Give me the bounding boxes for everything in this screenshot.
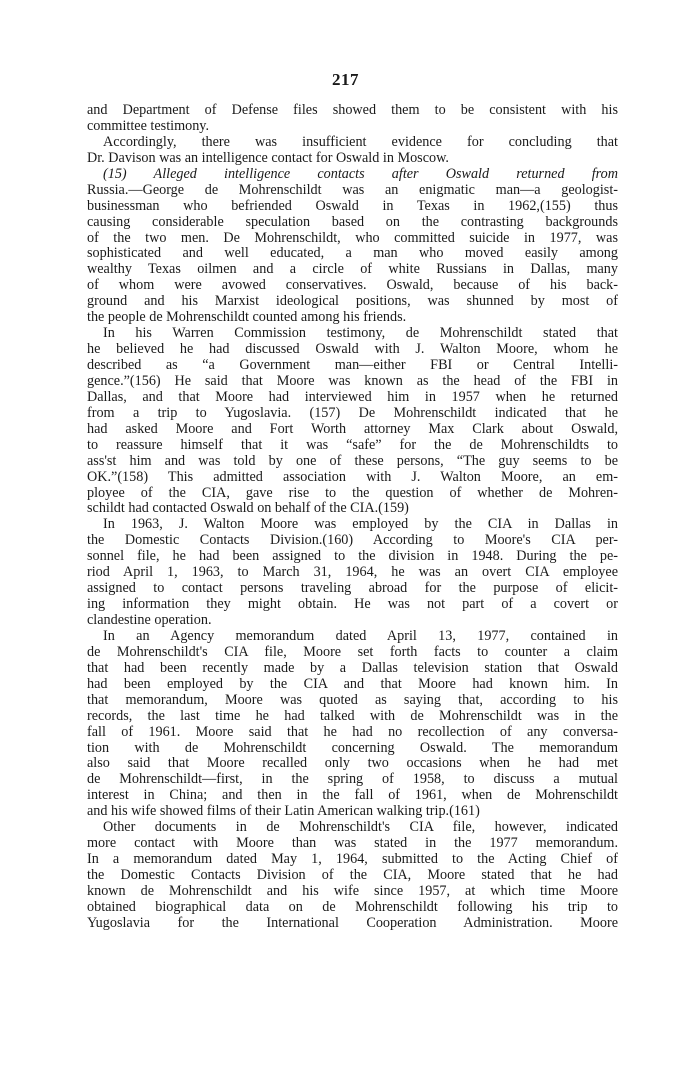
text-line: interest in China; and then in the fall of 1961, when de Mohrenschildt xyxy=(87,788,618,804)
text-line: Other documents in de Mohrenschildt's CIA file, however, indicated xyxy=(103,820,618,836)
text-line: the people de Mohrenschildt counted among his friends. xyxy=(87,310,407,326)
text-line: businessman who befriended Oswald in Texas in 1962,(155) thus xyxy=(87,198,618,214)
text-line: committee testimony. xyxy=(87,118,210,134)
text-line: riod April 1, 1963, to March 31, 1964, he was an overt CIA employee xyxy=(87,565,618,581)
text-line: Russia.—George de Mohrenschildt was an enigmatic man—a geologist- xyxy=(87,182,618,198)
text-line: records, the last time he had talked with de Mohrenschildt was in the xyxy=(87,708,618,724)
text-line: sophisticated and well educated, a man who moved easily among xyxy=(87,246,618,262)
text-line: gence.”(156) He said that Moore was known as the head of the FBI in xyxy=(87,373,618,389)
text-line: In an Agency memorandum dated April 13, 1977, contained in xyxy=(103,628,618,644)
page-number: 217 xyxy=(332,70,359,89)
text-line: ployee of the CIA, gave rise to the question of whether de Mohren- xyxy=(87,485,618,501)
text-line: clandestine operation. xyxy=(87,613,212,628)
text-line: had asked Moore and Fort Worth attorney Max Clark about Oswald, xyxy=(87,421,618,437)
text-line: ass'st him and was told by one of these persons, “The guy seems to be xyxy=(87,453,618,469)
text-line: known de Mohrenschildt and his wife since 1957, at which time Moore xyxy=(87,883,618,899)
text-line: tion with de Mohrenschildt concerning Oswald. The memorandum xyxy=(87,740,618,756)
text-line: OK.”(158) This admitted association with J. Walton Moore, an em- xyxy=(87,469,618,485)
text-line: from a trip to Yugoslavia. (157) De Mohrenschildt indicated that he xyxy=(87,405,618,421)
text-line: schildt had contacted Oswald on behalf of the CIA.(159) xyxy=(87,501,409,517)
text-line: that had been recently made by a Dallas television station that Oswald xyxy=(87,660,618,676)
text-line: had been employed by the CIA and that Moore had known him. In xyxy=(87,676,618,692)
text-line: Dallas, and that Moore had interviewed him in 1957 when he returned xyxy=(87,389,618,405)
text-line: the Domestic Contacts Division.(160) According to Moore's CIA per- xyxy=(87,533,618,549)
text-line: assigned to contact persons traveling abroad for the purpose of elicit- xyxy=(87,581,618,597)
text-line: In his Warren Commission testimony, de Mohrenschildt stated that xyxy=(103,326,618,342)
text-line: Yugoslavia for the International Cooperation Administration. Moore xyxy=(87,915,618,931)
text-line: obtained biographical data on de Mohrenschildt following his trip to xyxy=(87,899,618,915)
text-line: he believed he had discussed Oswald with J. Walton Moore, whom he xyxy=(87,342,618,358)
text-line: the Domestic Contacts Division of the CIA, Moore stated that he had xyxy=(87,868,618,883)
text-line: ing information they might obtain. He was not part of a covert or xyxy=(87,597,618,613)
text-line: and his wife showed films of their Latin American walking trip.(161) xyxy=(87,804,480,820)
text-line: and Department of Defense files showed them to be consistent with his xyxy=(87,103,618,118)
text-line: causing considerable speculation based on the contrasting backgrounds xyxy=(87,214,618,230)
text-line: sonnel file, he had been assigned to the division in 1948. During the pe- xyxy=(87,549,618,565)
text-line: that memorandum, Moore was quoted as saying that, according to his xyxy=(87,692,618,708)
text-line: fall of 1961. Moore said that he had no recollection of any conversa- xyxy=(87,724,618,740)
text-line: de Mohrenschildt's CIA file, Moore set forth facts to counter a claim xyxy=(87,644,618,660)
text-line: described as “a Government man—either FBI or Central Intelli- xyxy=(87,358,618,373)
text-line: to reassure himself that it was “safe” for the de Mohrenschildts to xyxy=(87,437,618,453)
text-line: Accordingly, there was insufficient evidence for concluding that xyxy=(103,134,618,150)
text-line: more contact with Moore than was stated in the 1977 memorandum. xyxy=(87,836,618,852)
text-line: de Mohrenschildt—first, in the spring of 1958, to discuss a mutual xyxy=(87,772,618,788)
text-line: also said that Moore recalled only two occasions when he had met xyxy=(87,756,618,772)
text-line: of whom were avowed conservatives. Oswald, because of his back- xyxy=(87,278,618,294)
text-line: wealthy Texas oilmen and a circle of white Russians in Dallas, many xyxy=(87,262,618,278)
text-line: ground and his Marxist ideological positions, was shunned by most of xyxy=(87,294,618,310)
text-line: of the two men. De Mohrenschildt, who committed suicide in 1977, was xyxy=(87,230,618,246)
text-line: Dr. Davison was an intelligence contact for Oswald in Moscow. xyxy=(87,150,449,166)
text-line: In a memorandum dated May 1, 1964, submitted to the Acting Chief of xyxy=(87,852,618,868)
body-text xyxy=(87,103,618,932)
text-line: In 1963, J. Walton Moore was employed by the CIA in Dallas in xyxy=(103,517,618,533)
section-heading-line: (15) Alleged intelligence contacts after Oswald returned from xyxy=(103,166,618,182)
